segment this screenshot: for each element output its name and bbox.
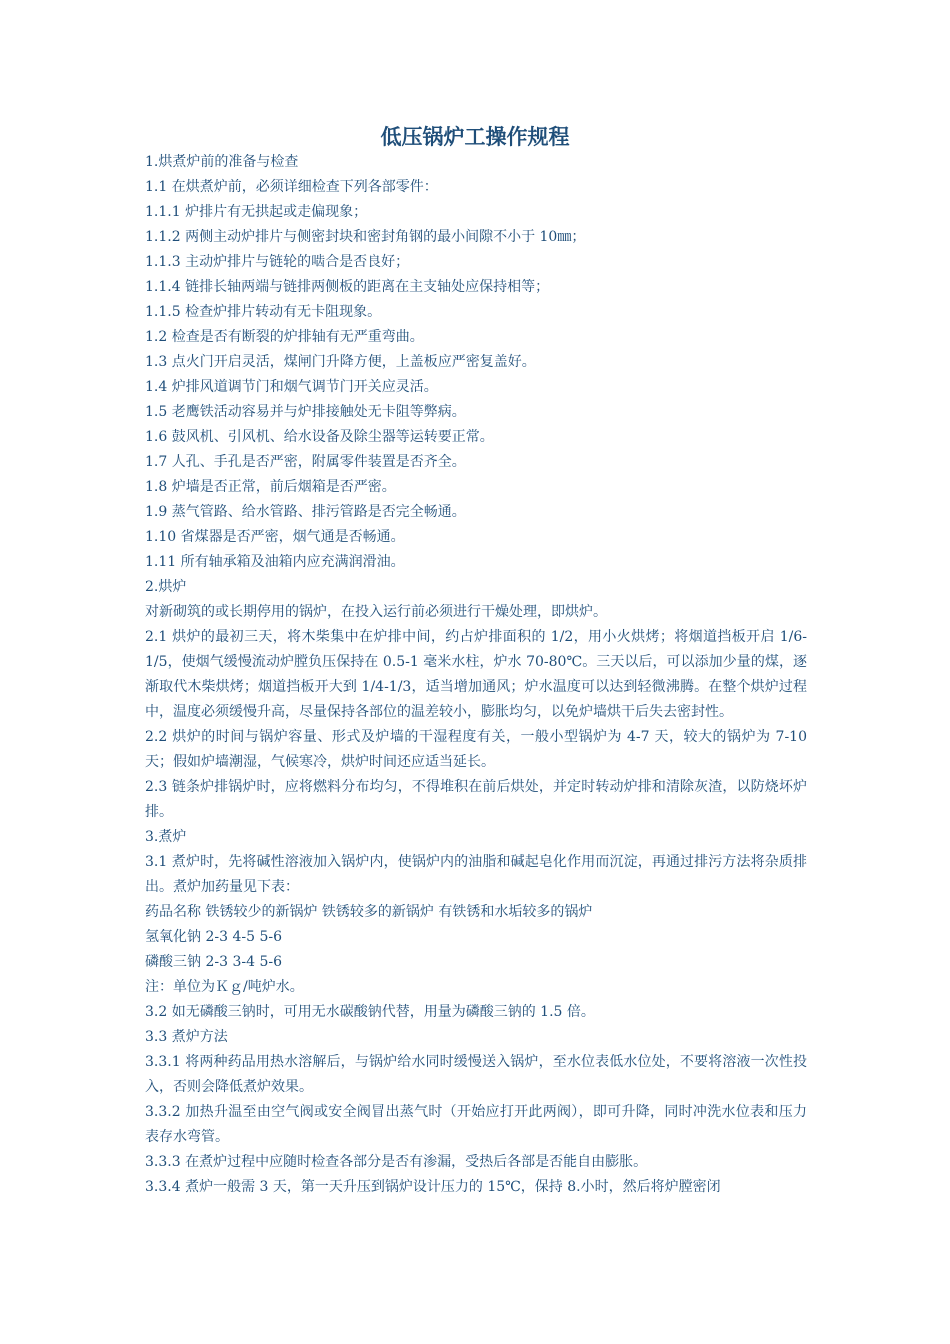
paragraph: 磷酸三钠 2-3 3-4 5-6 bbox=[145, 954, 282, 970]
paragraph: 1.1.2 两侧主动炉排片与侧密封块和密封角钢的最小间隙不小于 10㎜； bbox=[145, 229, 586, 245]
paragraph: 3.3 煮炉方法 bbox=[145, 1029, 228, 1045]
paragraph: 1.11 所有轴承箱及油箱内应充满润滑油。 bbox=[145, 554, 405, 570]
paragraph: 1.6 鼓风机、引风机、给水设备及除尘器等运转要正常。 bbox=[145, 429, 494, 445]
paragraph: 1.1.4 链排长轴两端与链排两侧板的距离在主支轴处应保持相等； bbox=[145, 279, 550, 295]
paragraph: 3.3.3 在煮炉过程中应随时检查各部分是否有渗漏，受热后各部是否能自由膨胀。 bbox=[145, 1154, 648, 1170]
paragraph: 1.10 省煤器是否严密，烟气通是否畅通。 bbox=[145, 529, 405, 545]
paragraph: 2.烘炉 bbox=[145, 579, 187, 595]
paragraph: 注：单位为Ｋｇ/吨炉水。 bbox=[145, 979, 304, 995]
paragraph: 3.3.1 将两种药品用热水溶解后，与锅炉给水同时缓慢送入锅炉，至水位表低水位处，不要将溶液一次性投入，否则会降低煮炉效果。 bbox=[145, 1054, 807, 1095]
paragraph: 1.1.5 检查炉排片转动有无卡阻现象。 bbox=[145, 304, 382, 320]
paragraph: 3.煮炉 bbox=[145, 829, 187, 845]
paragraph: 1.8 炉墙是否正常，前后烟箱是否严密。 bbox=[145, 479, 396, 495]
paragraph: 1.1.3 主动炉排片与链轮的啮合是否良好； bbox=[145, 254, 410, 270]
paragraph: 1.烘煮炉前的准备与检查 bbox=[145, 154, 299, 170]
paragraph: 1.1 在烘煮炉前，必须详细检查下列各部零件： bbox=[145, 179, 438, 195]
paragraph: 1.5 老鹰铁活动容易并与炉排接触处无卡阻等弊病。 bbox=[145, 404, 466, 420]
paragraph: 3.2 如无磷酸三钠时，可用无水碳酸钠代替，用量为磷酸三钠的 1.5 倍。 bbox=[145, 1004, 595, 1020]
paragraph: 2.3 链条炉排锅炉时，应将燃料分布均匀，不得堆积在前后烘处，并定时转动炉排和清除灰渣，以防烧坏炉排。 bbox=[145, 779, 807, 820]
paragraph: 药品名称 铁锈较少的新锅炉 铁锈较多的新锅炉 有铁锈和水垢较多的锅炉 bbox=[145, 904, 593, 920]
paragraph: 3.1 煮炉时，先将碱性溶液加入锅炉内，使锅炉内的油脂和碱起皂化作用而沉淀，再通过排污方法将杂质排出。煮炉加药量见下表： bbox=[145, 854, 807, 895]
paragraph: 氢氧化钠 2-3 4-5 5-6 bbox=[145, 929, 282, 945]
paragraph: 1.7 人孔、手孔是否严密，附属零件装置是否齐全。 bbox=[145, 454, 466, 470]
document-title: 低压锅炉工操作规程 bbox=[380, 124, 570, 149]
paragraph: 1.3 点火门开启灵活，煤闸门升降方便，上盖板应严密复盖好。 bbox=[145, 354, 536, 370]
paragraph: 1.4 炉排风道调节门和烟气调节门开关应灵活。 bbox=[145, 379, 438, 395]
document-body bbox=[145, 150, 807, 1200]
paragraph: 1.1.1 炉排片有无拱起或走偏现象； bbox=[145, 204, 368, 220]
paragraph: 对新砌筑的或长期停用的锅炉，在投入运行前必须进行干燥处理，即烘炉。 bbox=[145, 604, 607, 620]
paragraph: 1.9 蒸气管路、给水管路、排污管路是否完全畅通。 bbox=[145, 504, 466, 520]
paragraph: 2.1 烘炉的最初三天，将木柴集中在炉排中间，约占炉排面积的 1/2，用小火烘烤；将烟道挡板开启 1/6-1/5，使烟气缓慢流动炉膛负压保持在 0.5-1 毫米水柱，炉水 70-80℃。三天以后，可以添加少量的煤，逐渐取代木柴烘烤；烟道挡板开大到 1/4-1/3，适当增加通风；炉水温度可以达到轻微沸腾。在整个烘炉过程中，温度必须缓慢升高，尽量保持各部位的温差较小，膨胀均匀，以免炉墙烘干后失去密封性。 bbox=[145, 629, 807, 720]
paragraph: 3.3.2 加热升温至由空气阀或安全阀冒出蒸气时（开始应打开此两阀），即可升降，同时冲洗水位表和压力表存水弯管。 bbox=[145, 1104, 807, 1145]
paragraph: 1.2 检查是否有断裂的炉排轴有无严重弯曲。 bbox=[145, 329, 424, 345]
paragraph: 3.3.4 煮炉一般需 3 天，第一天升压到锅炉设计压力的 15℃，保持 8.小时，然后将炉膛密闭 bbox=[145, 1179, 721, 1195]
paragraph: 2.2 烘炉的时间与锅炉容量、形式及炉墙的干湿程度有关，一般小型锅炉为 4-7 天，较大的锅炉为 7-10 天；假如炉墙潮湿，气候寒冷，烘炉时间还应适当延长。 bbox=[145, 729, 807, 770]
